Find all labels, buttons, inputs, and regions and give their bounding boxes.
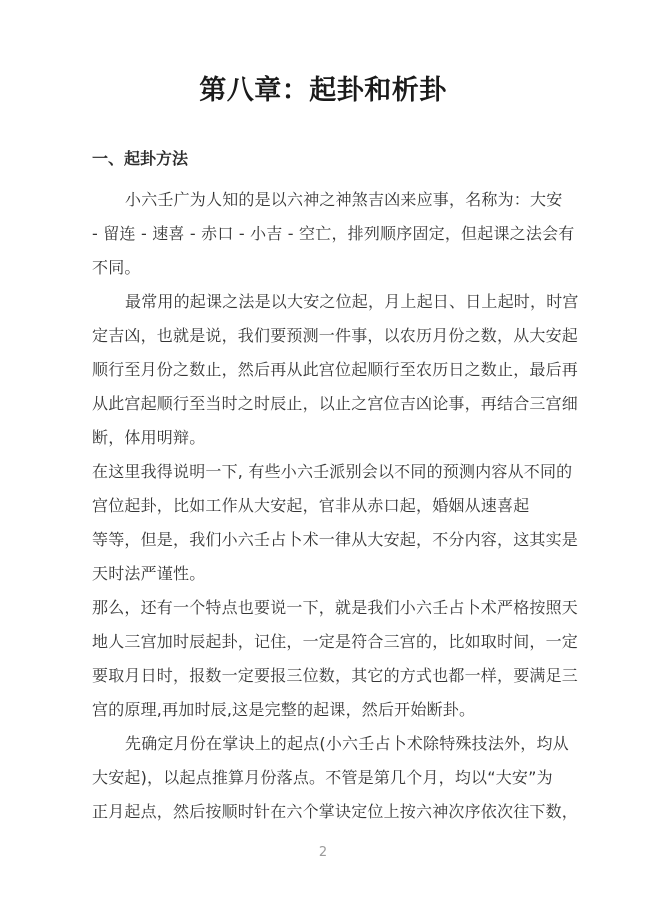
paragraph	[92, 727, 579, 829]
page-number: 2	[318, 845, 328, 860]
text-line: 顺行至月份之数止，然后再从此宫位起顺行至农历日之数止，最后再	[92, 360, 579, 379]
paragraph	[92, 455, 579, 591]
paragraph	[92, 285, 579, 455]
text-line: 正月起点，然后按顺时针在六个掌诀定位上按六神次序依次往下数，	[92, 802, 579, 821]
page-title: 第八章：起卦和析卦	[199, 75, 447, 106]
text-line: 宫位起卦，比如工作从大安起，官非从赤口起，婚姻从速喜起	[92, 496, 530, 515]
text-line: 先确定月份在掌诀上的起点(小六壬占卜术除特殊技法外，均从	[125, 734, 569, 753]
text-line: - 留连 - 速喜 - 赤口 - 小吉 - 空亡，排列顺序固定，但起课之法会有	[92, 224, 575, 243]
section-heading: 一、起卦方法	[92, 149, 189, 168]
text-line: 那么，还有一个特点也要说一下，就是我们小六壬占卜术严格按照天	[92, 598, 579, 617]
text-line: 在这里我得说明一下, 有些小六壬派别会以不同的预测内容从不同的	[92, 462, 573, 481]
text-line: 从此宫起顺行至当时之时辰止，以止之宫位吉凶论事，再结合三宫细	[92, 394, 579, 413]
paragraph	[92, 591, 579, 727]
text-line: 要取月日时，报数一定要报三位数，其它的方式也都一样，要满足三	[92, 666, 579, 685]
text-line: 等等，但是，我们小六壬占卜术一律从大安起，不分内容，这其实是	[92, 530, 579, 549]
text-line: 最常用的起课之法是以大安之位起，月上起日、日上起时，时宫	[125, 292, 579, 311]
text-line: 宫的原理,再加时辰,这是完整的起课，然后开始断卦。	[92, 700, 476, 719]
body-text	[92, 183, 579, 829]
paragraph	[92, 183, 575, 285]
text-line: 大安起)，以起点推算月份落点。不管是第几个月，均以“大安”为	[92, 768, 553, 787]
text-line: 天时法严谨性。	[92, 564, 206, 583]
text-line: 小六壬广为人知的是以六神之神煞吉凶来应事，名称为：大安	[125, 190, 563, 209]
text-line: 定吉凶，也就是说，我们要预测一件事，以农历月份之数，从大安起	[92, 326, 579, 345]
text-line: 断，体用明辩。	[92, 428, 206, 447]
text-line: 地人三宫加时辰起卦，记住，一定是符合三宫的，比如取时间，一定	[92, 632, 579, 651]
text-line: 不同。	[92, 258, 141, 277]
